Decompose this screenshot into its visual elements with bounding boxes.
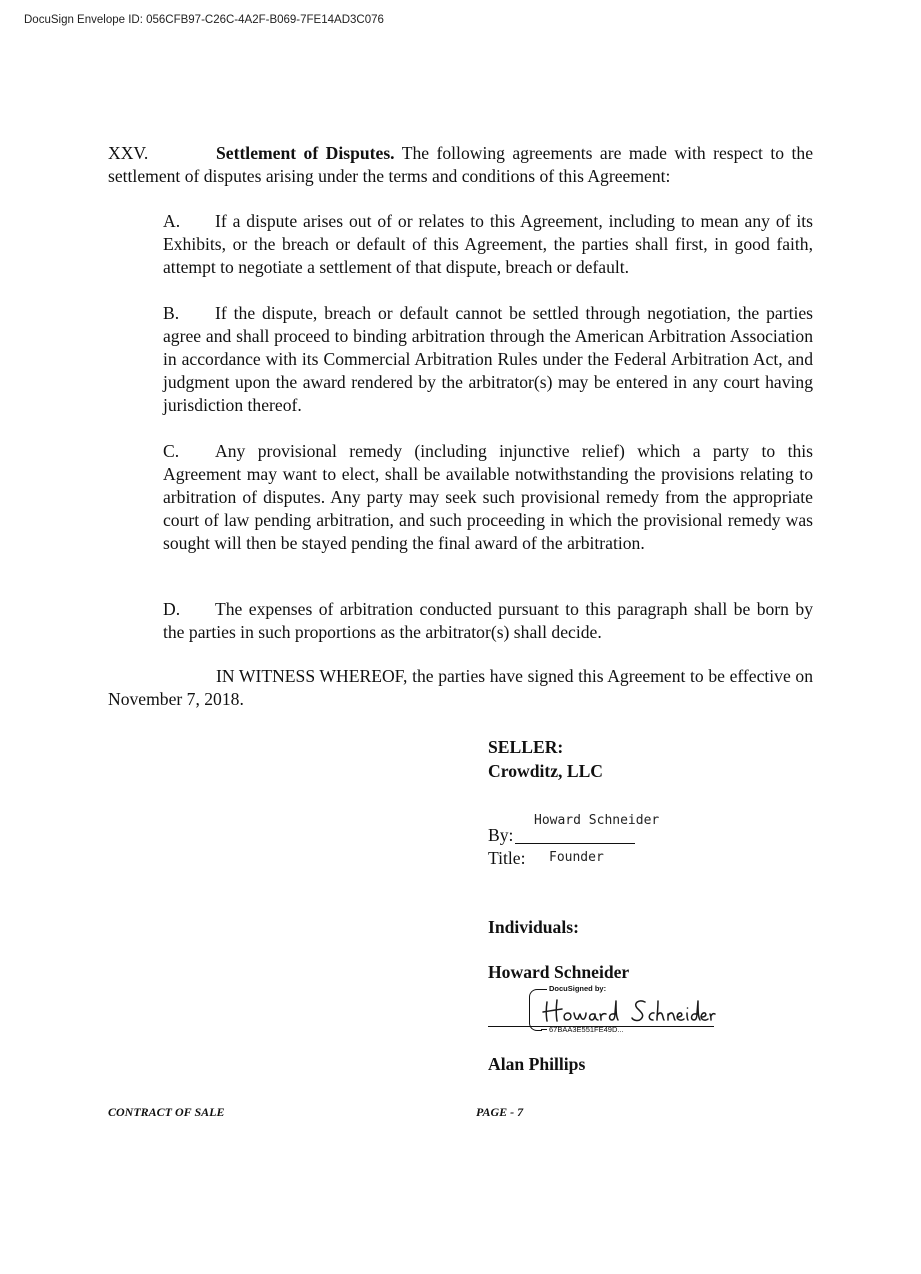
by-label: By:	[488, 825, 514, 845]
individual-alan-phillips: Alan Phillips	[488, 1054, 586, 1074]
subsection-b	[163, 302, 813, 417]
subsection-letter: A.	[163, 211, 181, 231]
subsection-text: If a dispute arises out of or relates to this Agreement, including to mean any of its Exhibits, or the breach or default of this Agreement, the parties shall first, in good faith, attempt to negotiate a settlement of that dispute, breach or default.	[163, 211, 813, 277]
footer-document-title: CONTRACT OF SALE	[108, 1105, 225, 1119]
subsection-letter: D.	[163, 599, 181, 619]
individuals-label: Individuals:	[488, 917, 579, 937]
individual-signature-line	[488, 1026, 714, 1027]
subsection-d	[163, 598, 813, 644]
subsection-c	[163, 440, 813, 555]
docusign-id: 67BAA3E551FE49D...	[549, 1025, 624, 1034]
seller-label: SELLER:	[488, 737, 564, 757]
title-value: Founder	[549, 850, 604, 865]
seller-company: Crowditz, LLC	[488, 761, 604, 781]
subsection-text: The expenses of arbitration conducted pursuant to this paragraph shall be born by the parties in such proportions as the arbitrator(s) shall decide.	[163, 599, 813, 642]
section-heading: Settlement of Disputes.	[216, 143, 395, 163]
signer-name-typed: Howard Schneider	[534, 813, 660, 828]
section-xxv	[108, 142, 813, 188]
subsection-a	[163, 210, 813, 279]
by-signature-line	[515, 843, 635, 844]
witness-clause: IN WITNESS WHEREOF, the parties have signed this Agreement to be effective on November 7, 2018.	[108, 666, 813, 709]
section-number: XXV.	[108, 143, 149, 163]
docusign-bracket-top	[541, 989, 547, 990]
title-label: Title:	[488, 848, 526, 868]
docusign-bracket-bottom	[541, 1029, 547, 1030]
handwritten-signature	[541, 993, 716, 1027]
subsection-letter: B.	[163, 303, 180, 323]
docusign-label: DocuSigned by:	[549, 984, 607, 993]
subsection-text: If the dispute, breach or default cannot be settled through negotiation, the parties agree and shall proceed to binding arbitration through the American Arbitration Association in accordance with its Commercial Arbitration Rules under the Federal Arbitration Act, and judgment upon the award rendered by the arbitrator(s) may be entered in any court having jurisdiction thereof.	[163, 303, 813, 415]
subsection-letter: C.	[163, 441, 180, 461]
subsection-text: Any provisional remedy (including injunctive relief) which a party to this Agreement may want to elect, shall be available notwithstanding the provisions relating to arbitration of disputes. Any party may seek such provisional remedy from the appropriate court of law pending arbitration, and such proceeding in which the provisional remedy was sought will then be stayed pending the final award of the arbitration.	[163, 441, 813, 553]
section-intro: The following agreements are made with respect to the settlement of disputes arising under the terms and conditions of this Agreement:	[108, 143, 813, 186]
docusign-envelope-id: DocuSign Envelope ID: 056CFB97-C26C-4A2F-B069-7FE14AD3C076	[24, 14, 384, 26]
footer-page-number: PAGE - 7	[476, 1105, 524, 1119]
individual-howard-schneider: Howard Schneider	[488, 962, 630, 982]
